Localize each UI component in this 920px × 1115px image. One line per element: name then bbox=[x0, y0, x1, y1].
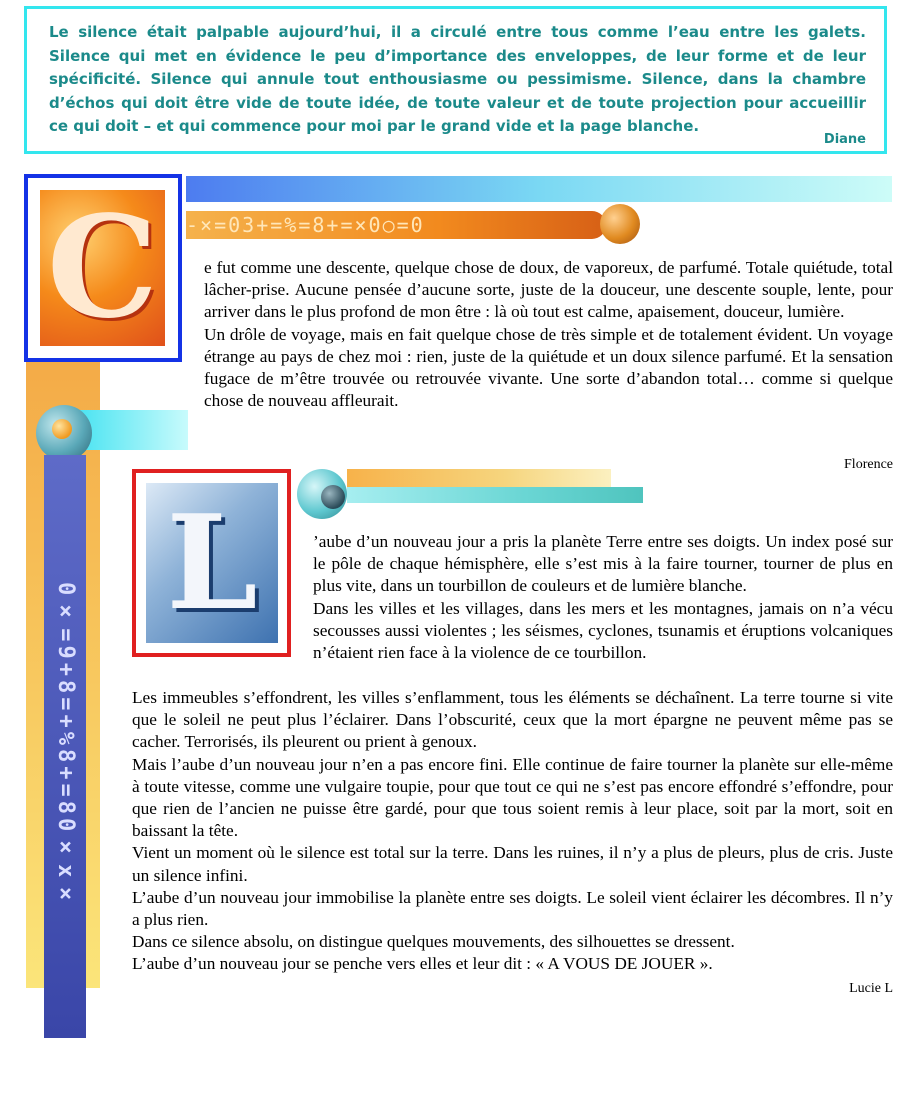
section1-paragraph: e fut comme une descente, quelque chose de doux, de vaporeux, de parfumé. Totale quiétude, total lâcher-prise. Aucune pensée d’aucune sorte, juste de la douceur, une descente souple, lente, pour arriver dans le plus profond de mon être : là où tout est calme, apaisement, douceur, lumière. bbox=[204, 258, 893, 322]
section2-paragraph: ’aube d’un nouveau jour a pris la planète Terre entre ses doigts. Un index posé sur le pôle de chaque hémisphère, elle s’est mis à la faire tourner, tourner de plus en plus vite, dans un tourbillon de couleurs et de lumière blanche. bbox=[313, 532, 893, 596]
orange-inner-sphere bbox=[52, 419, 72, 439]
dropcap-l: L bbox=[146, 483, 278, 643]
section2-paragraph: L’aube d’un nouveau jour se penche vers elles et leur dit : « A VOUS DE JOUER ». bbox=[132, 954, 713, 974]
quote-author: Diane bbox=[823, 132, 866, 147]
dropcap-c: C bbox=[40, 190, 165, 346]
teal-gradient-bar bbox=[347, 487, 643, 503]
section2-paragraph: Vient un moment où le silence est total sur la terre. Dans les ruines, il n’y a plus de pleurs, plus de cris. Juste un silence infini. bbox=[132, 843, 893, 885]
symbol-strip: -×=03+=%=8+=×0○=0 bbox=[186, 211, 606, 239]
section2-text-full bbox=[132, 687, 893, 976]
section1-text bbox=[204, 257, 893, 412]
author-lucie: Lucie L bbox=[849, 981, 893, 996]
dropcap-c-frame bbox=[24, 174, 182, 362]
section1-paragraph: Un drôle de voyage, mais en fait quelque chose de très simple et de totalement évident. Un voyage étrange au pays de chez moi : rien, juste de la quiétude et un doux silence parfumé. Et la sensation fugace de m’être trouvée ou retrouvée vivante. Une sorte d’abandon total… comme si quelque chose de nouveau affleurait. bbox=[204, 324, 893, 411]
author-florence: Florence bbox=[844, 457, 893, 472]
quote-box bbox=[24, 6, 887, 154]
section2-paragraph: Dans ce silence absolu, on distingue quelques mouvements, des silhouettes se dressent. bbox=[132, 932, 735, 952]
blue-symbol-column: 0×=9+8=+%8+=80×x× bbox=[44, 455, 86, 1038]
teal-sphere bbox=[297, 469, 347, 519]
section2-text-beside bbox=[313, 531, 893, 664]
top-gradient-bar bbox=[186, 176, 892, 202]
section2-paragraph: Mais l’aube d’un nouveau jour n’en a pas encore fini. Elle continue de faire tourner la planète sur elle-même à toute vitesse, comme une vulgaire toupie, pour que tout ce qui ne s’est pas encore effondré s’effondre, pour que rien de l’ancien ne puisse être gardé, pour que tous soient remis à leur place, soit par la mort, soit en baissant la tête. bbox=[132, 754, 893, 841]
quote-text: Le silence était palpable aujourd’hui, il a circulé entre tous comme l’eau entre les galets. Silence qui met en évidence le peu d’importance des enveloppes, de leur forme et de leur spécificité. Silence qui annule tout enthousiasme ou pessimisme. Silence, dans la chambre d’échos qui doit être vide de toute idée, de toute valeur et de toute projection pour accueillir ce qui doit – et qui commence pour moi par le grand vide et la page blanche. bbox=[49, 23, 866, 135]
section2-paragraph: L’aube d’un nouveau jour immobilise la planète entre ses doigts. Le soleil vient éclairer les décombres. Il n’y a plus rien. bbox=[132, 887, 893, 930]
section2-paragraph: Les immeubles s’effondrent, les villes s’enflamment, tous les éléments se déchaînent. La terre tourne si vite que le soleil ne peut plus l’éclairer. Dans l’obscurité, ceux que la mort épargne ne peuvent même pas se cacher. Terrorisés, ils pleurent ou prient à genoux. bbox=[132, 688, 893, 752]
orange-sphere bbox=[600, 204, 640, 244]
dark-inner-sphere bbox=[321, 485, 345, 509]
teal-sphere-left bbox=[36, 405, 92, 461]
dropcap-l-frame bbox=[132, 469, 291, 657]
section2-paragraph: Dans les villes et les villages, dans les mers et les montagnes, jamais on n’a vécu secousses aussi violentes ; les séismes, cyclones, tsunamis et éruptions volcaniques n’étaient rien face à la violence de ce tourbillon. bbox=[313, 598, 893, 663]
